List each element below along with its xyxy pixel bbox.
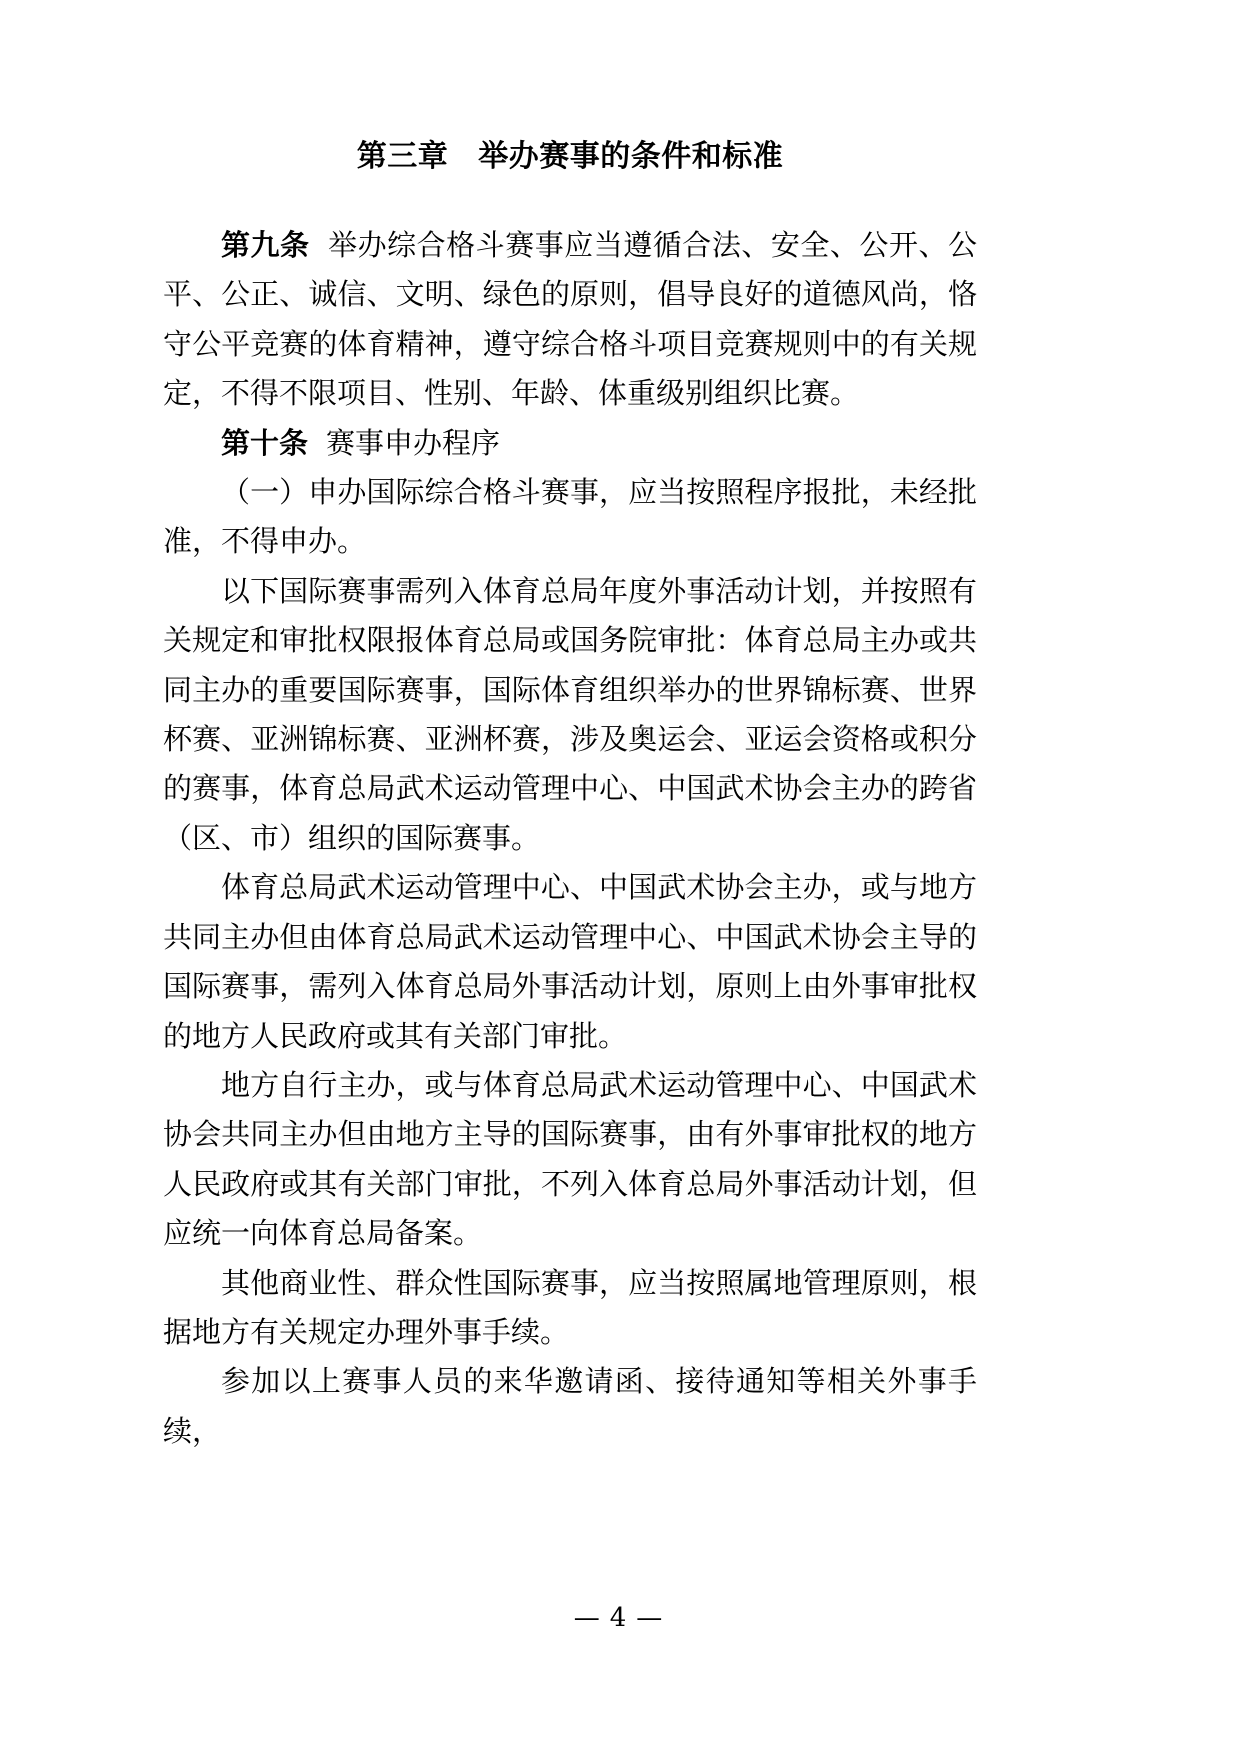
paragraph-invitation: 参加以上赛事人员的来华邀请函、接待通知等相关外事手续， — [163, 1364, 977, 1448]
chapter-title: 举办赛事的条件和标准 — [478, 139, 784, 174]
footer-dash-right: — — [636, 1603, 667, 1633]
article-10-paragraph — [163, 419, 977, 468]
footer-dash-left: — — [573, 1603, 604, 1633]
article-10-text: 赛事申办程序 — [326, 425, 501, 460]
body-block — [163, 221, 977, 1456]
chapter-number: 第三章 — [356, 139, 449, 174]
page-footer — [0, 1603, 1240, 1633]
page-content — [163, 0, 977, 1456]
article-10-label: 第十条 — [221, 425, 309, 460]
paragraph-commercial: 其他商业性、群众性国际赛事，应当按照属地管理原则，根据地方有关规定办理外事手续。 — [163, 1265, 977, 1349]
paragraph-local-led: 地方自行主办，或与体育总局武术运动管理中心、中国武术协会共同主办但由地方主导的国际赛事，由有外事审批权的地方人民政府或其有关部门审批，不列入体育总局外事活动计划，但应统一向体育总局备案。 — [163, 1067, 977, 1251]
chapter-heading — [163, 0, 977, 172]
paragraph-item-one: （一）申办国际综合格斗赛事，应当按照程序报批，未经批准，不得申办。 — [163, 475, 977, 559]
article-9-text: 举办综合格斗赛事应当遵循合法、安全、公开、公平、公正、诚信、文明、绿色的原则，倡导良好的道德风尚，恪守公平竞赛的体育精神，遵守综合格斗项目竞赛规则中的有关规定，不得不限项目、性别、年龄、体重级别组织比赛。 — [163, 228, 977, 411]
paragraph-intl-plan: 以下国际赛事需列入体育总局年度外事活动计划，并按照有关规定和审批权限报体育总局或国务院审批：体育总局主办或共同主办的重要国际赛事，国际体育组织举办的世界锦标赛、世界杯赛、亚洲锦标赛、亚洲杯赛，涉及奥运会、亚运会资格或积分的赛事，体育总局武术运动管理中心、中国武术协会主办的跨省（区、市）组织的国际赛事。 — [163, 573, 977, 855]
article-9-paragraph — [163, 221, 977, 419]
page-number: 4 — [609, 1603, 631, 1633]
article-9-label: 第九条 — [221, 228, 310, 262]
paragraph-center-led: 体育总局武术运动管理中心、中国武术协会主办，或与地方共同主办但由体育总局武术运动管理中心、中国武术协会主导的国际赛事，需列入体育总局外事活动计划，原则上由外事审批权的地方人民政府或其有关部门审批。 — [163, 870, 977, 1053]
